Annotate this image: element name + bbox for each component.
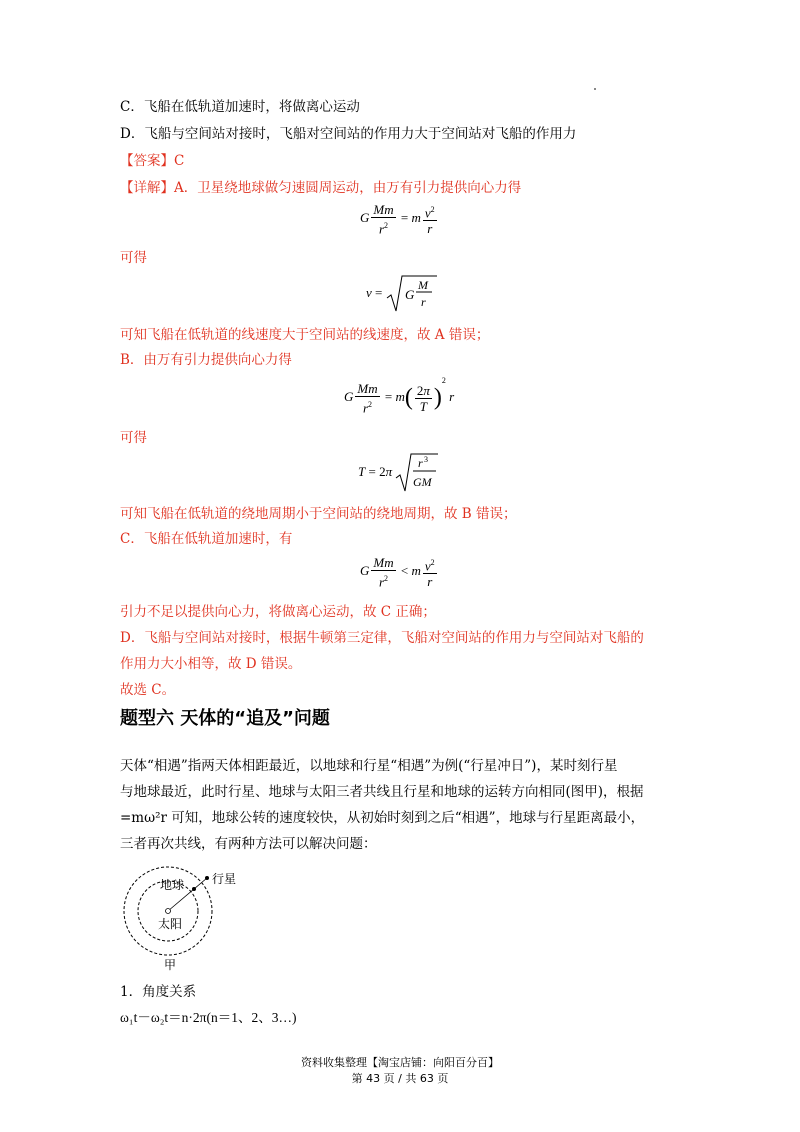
angle-formula: ω₁t－ω₂t＝n·2π(n＝1、2、3…) bbox=[120, 1010, 297, 1025]
orbit-diagram bbox=[118, 856, 268, 976]
svg-text:r: r bbox=[418, 456, 424, 470]
detail-d-line1: D．飞船与空间站对接时，根据牛顿第三定律，飞船对空间站的作用力与空间站对飞船的 bbox=[120, 630, 644, 646]
planet-marker bbox=[205, 876, 209, 880]
earth-marker bbox=[192, 887, 196, 891]
svg-text:r: r bbox=[420, 295, 426, 309]
sun-marker bbox=[166, 909, 171, 914]
footer-page-number: 第 43 页 / 共 63 页 bbox=[351, 1072, 449, 1085]
svg-text:GM: GM bbox=[413, 475, 433, 489]
detail-d-line2: 作用力大小相等，故 D 错误。 bbox=[120, 656, 302, 672]
svg-text:3: 3 bbox=[424, 455, 429, 464]
option-c: C．飞船在低轨道加速时，将做离心运动 bbox=[120, 99, 360, 115]
section-1-title: 1．角度关系 bbox=[120, 984, 197, 1000]
equation-period: T = 2π r 3 GM bbox=[358, 452, 439, 494]
ke-de-2: 可得 bbox=[120, 430, 147, 446]
para-line-2: 与地球最近，此时行星、地球与太阳三者共线且行星和地球的运转方向相同(图甲)，根据 bbox=[120, 784, 644, 800]
equation-gravity-period: G $\frac{Mm}{r^2}$ = m( $\frac{2\pi}{T}$ )$^2$ r bbox=[344, 376, 455, 416]
detail-a: 【详解】A．卫星绕地球做匀速圆周运动，由万有引力提供向心力得 bbox=[120, 180, 522, 196]
sun-label: 太阳 bbox=[158, 917, 183, 931]
detail-c: C．飞船在低轨道加速时，有 bbox=[120, 531, 293, 547]
svg-text:G: G bbox=[404, 287, 415, 302]
sqrt-sign bbox=[386, 274, 438, 314]
answer-label: 【答案】C bbox=[120, 153, 185, 169]
earth-label: 地球 bbox=[160, 878, 185, 892]
option-d: D．飞船与空间站对接时，飞船对空间站的作用力大于空间站对飞船的作用力 bbox=[120, 126, 577, 142]
footer-source: 资料收集整理【淘宝店铺：向阳百分百】 bbox=[301, 1056, 499, 1069]
conclusion-a: 可知飞船在低轨道的线速度大于空间站的线速度，故 A 错误； bbox=[120, 327, 490, 343]
para-line-1: 天体“相遇”指两天体相距最近，以地球和行星“相遇”为例(“行星冲日”)，某时刻行星 bbox=[120, 758, 618, 774]
para-line-3: =mω²r 可知，地球公转的速度较快，从初始时刻到之后“相遇”，地球与行星距离最小， bbox=[120, 810, 645, 826]
planet-label: 行星 bbox=[212, 872, 237, 886]
figure-caption: 甲 bbox=[164, 958, 177, 972]
ke-de-1: 可得 bbox=[120, 250, 147, 266]
corner-mark bbox=[594, 88, 596, 90]
equation-velocity: v = G M r bbox=[366, 274, 438, 314]
equation-inequality: G $\frac{Mm}{r^2}$ < m $\frac{v^2}{r}$ bbox=[360, 555, 435, 590]
conclusion-c: 引力不足以提供向心力，将做离心运动，故 C 正确； bbox=[120, 604, 436, 620]
svg-text:M: M bbox=[417, 278, 428, 292]
sqrt-sign-2 bbox=[395, 452, 439, 494]
choose-c: 故选 C。 bbox=[120, 682, 176, 698]
detail-b: B．由万有引力提供向心力得 bbox=[120, 352, 292, 368]
section-heading: 题型六 天体的“追及”问题 bbox=[120, 708, 330, 729]
orbit-figure bbox=[118, 856, 268, 976]
conclusion-b: 可知飞船在低轨道的绕地周期小于空间站的绕地周期，故 B 错误； bbox=[120, 506, 517, 522]
equation-gravity-velocity: G $\frac{Mm}{r^2}$ = m $\frac{v^2}{r}$ bbox=[360, 202, 435, 237]
para-line-4: 三者再次共线，有两种方法可以解决问题： bbox=[120, 836, 377, 852]
